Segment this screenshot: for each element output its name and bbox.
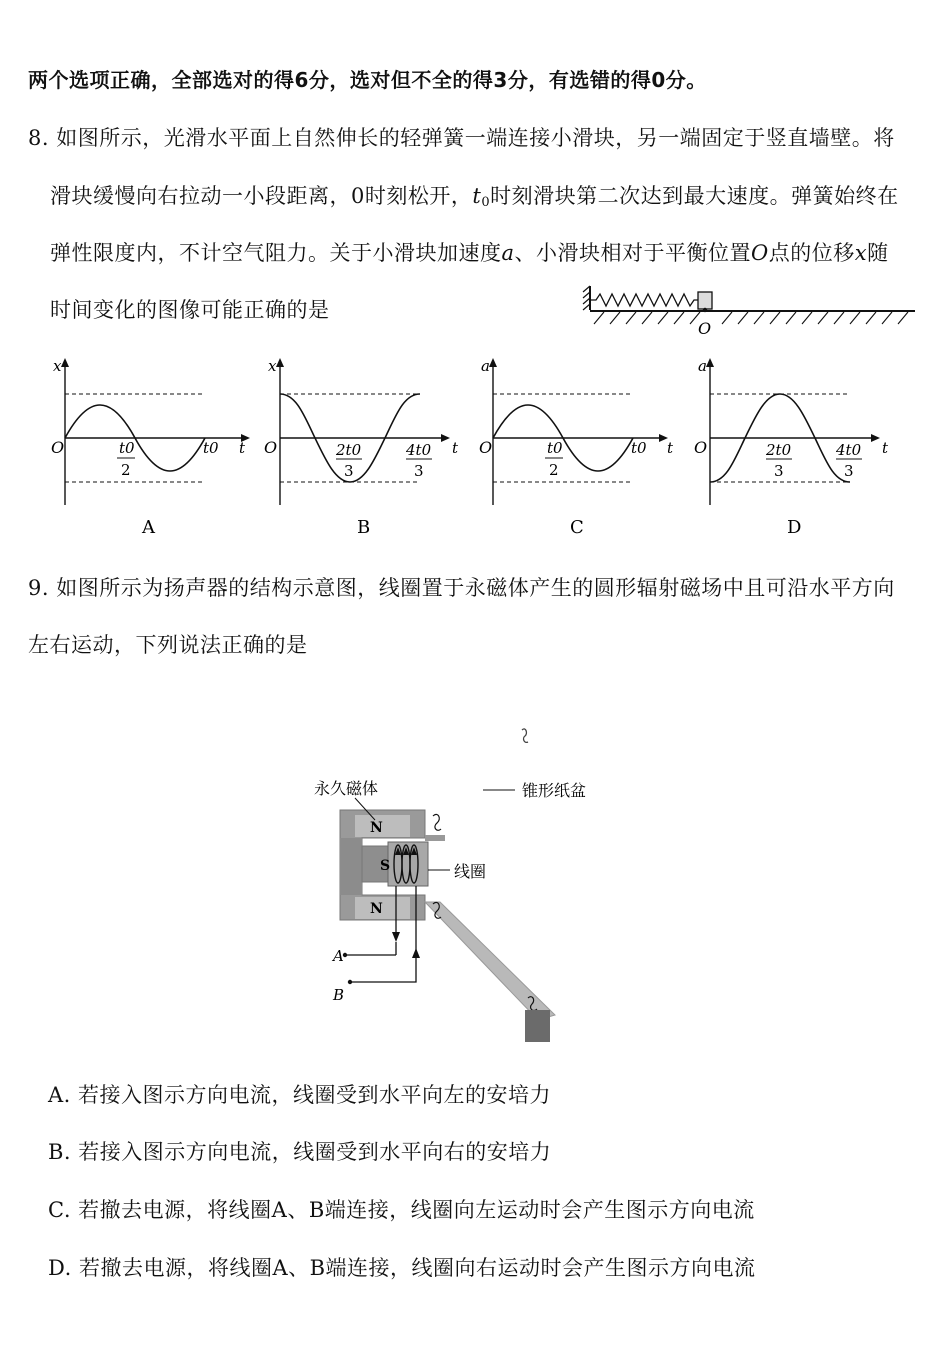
svg-text:3: 3 xyxy=(344,462,354,480)
svg-text:线圈: 线圈 xyxy=(454,862,487,881)
svg-text:a: a xyxy=(481,357,490,375)
q8-line-3: 弹性限度内，不计空气阻力。关于小滑块加速度a、小滑块相对于平衡位置O点的位移x随 xyxy=(50,241,889,265)
equilibrium-label: O xyxy=(698,319,712,338)
svg-text:3: 3 xyxy=(774,462,784,480)
q9-option-a: A. 若接入图示方向电流，线圈受到水平向左的安培力 xyxy=(48,1083,552,1107)
svg-text:t0: t0 xyxy=(119,439,135,457)
svg-text:O: O xyxy=(479,438,493,457)
cone xyxy=(425,902,555,1020)
svg-text:t0: t0 xyxy=(547,439,563,457)
svg-text:A: A xyxy=(142,517,155,538)
svg-text:4t0: 4t0 xyxy=(406,441,432,459)
spring-block-figure xyxy=(580,280,920,340)
q9-option-b: B. 若接入图示方向电流，线圈受到水平向右的安培力 xyxy=(48,1140,552,1164)
q8-line-2: 滑块缓慢向右拉动一小段距离，0时刻松开，$t_0$时刻滑块第二次达到最大速度。弹簧始终在 xyxy=(50,184,899,210)
svg-text:O: O xyxy=(264,438,278,457)
svg-text:3: 3 xyxy=(414,462,424,480)
svg-text:2: 2 xyxy=(121,461,131,479)
svg-text:4t0: 4t0 xyxy=(836,441,862,459)
svg-text:t0: t0 xyxy=(203,439,219,457)
graph-c xyxy=(473,355,683,555)
graph-b xyxy=(260,355,470,555)
svg-text:2t0: 2t0 xyxy=(336,441,362,459)
q8-line-1: 8. 如图所示，光滑水平面上自然伸长的轻弹簧一端连接小滑块，另一端固定于竖直墙壁。将 xyxy=(28,126,895,150)
svg-text:S: S xyxy=(380,858,391,874)
svg-text:N: N xyxy=(370,820,383,836)
graph-a xyxy=(45,355,255,555)
svg-text:3: 3 xyxy=(844,462,854,480)
svg-text:O: O xyxy=(51,438,65,457)
q9-line-2: 左右运动，下列说法正确的是 xyxy=(28,633,308,657)
q9-option-d: D. 若撤去电源，将线圈A、B端连接，线圈向右运动时会产生图示方向电流 xyxy=(48,1256,756,1280)
svg-text:B: B xyxy=(357,517,371,538)
svg-text:永久磁体: 永久磁体 xyxy=(314,779,379,798)
svg-text:D: D xyxy=(787,517,802,538)
speaker-diagram xyxy=(300,720,630,1050)
svg-text:N: N xyxy=(370,901,383,917)
svg-text:A: A xyxy=(333,947,344,965)
svg-text:t: t xyxy=(239,439,246,457)
svg-text:C: C xyxy=(570,517,584,538)
svg-text:锥形纸盆: 锥形纸盆 xyxy=(522,781,587,800)
svg-text:B: B xyxy=(333,986,345,1004)
svg-text:x: x xyxy=(53,357,62,375)
q8-line-4: 时间变化的图像可能正确的是 xyxy=(50,298,330,322)
svg-text:x: x xyxy=(268,357,277,375)
svg-text:t: t xyxy=(452,439,459,457)
svg-text:t: t xyxy=(667,439,674,457)
q9-option-c: C. 若撤去电源，将线圈A、B端连接，线圈向左运动时会产生图示方向电流 xyxy=(48,1198,755,1222)
svg-text:O: O xyxy=(694,438,708,457)
svg-text:2: 2 xyxy=(549,461,559,479)
scoring-note: 两个选项正确，全部选对的得6分，选对但不全的得3分，有选错的得0分。 xyxy=(28,68,707,92)
q9-line-1: 9. 如图所示为扬声器的结构示意图，线圈置于永磁体产生的圆形辐射磁场中且可沿水平方向 xyxy=(28,576,895,600)
svg-text:t: t xyxy=(882,439,889,457)
svg-text:2t0: 2t0 xyxy=(766,441,792,459)
svg-text:a: a xyxy=(698,357,707,375)
svg-text:t0: t0 xyxy=(631,439,647,457)
graph-d xyxy=(690,355,900,555)
